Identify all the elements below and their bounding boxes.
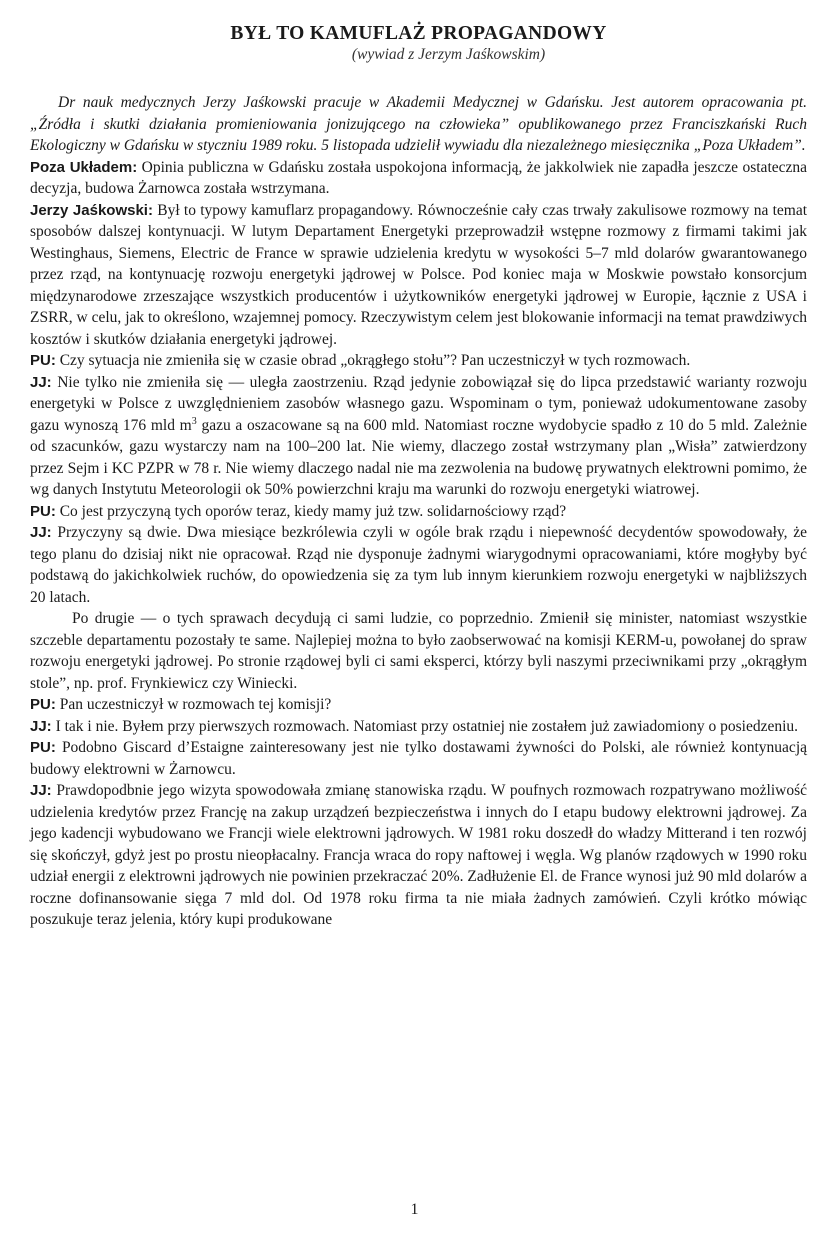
interview-paragraph [30, 522, 807, 608]
interview-paragraph [30, 608, 807, 694]
article-title: BYŁ TO KAMUFLAŻ PROPAGANDOWY [230, 23, 607, 44]
speaker-label: JJ: [30, 524, 52, 541]
interview-body [30, 157, 807, 931]
page-number: 1 [410, 1201, 419, 1218]
paragraph-text: Prawdopodbnie jego wizyta spowodowała zmianę stanowiska rządu. W poufnych rozmowach rozpatrywano możliwość udzielenia kredytów przez Francję na zakup urządzeń bezpieczeństwa i innych do I etapu budowy elektrowni jądrowej. Za jego kadencji wybudowano we Francji wiele elektrowni jądrowych. W 1981 roku doszedł do władzy Mitterand i ten rozwój się skończył, gdyż jest po prostu nieopłacalny. Francja wraca do ropy naftowej i węgla. Wg planów rządowych w 1990 roku udział energii z elektrowni jądrowych nie powinien przekraczać 20%. Zadłużenie El. de France wynosi już 90 mld dolarów a roczne dofinansowanie sięga 7 mld dol. Od 1978 roku firma ta nie miała żadnych zamówień. Czyli krótko mówiąc poszukuje teraz jelenia, który kupi produkowane [30, 782, 808, 928]
document-page [30, 22, 807, 931]
speaker-label: PU: [30, 739, 56, 756]
paragraph-text: Po drugie — o tych sprawach decydują ci sami ludzie, co poprzednio. Zmienił się minister, natomiast wszystkie szczeble departamentu pozostały te same. Najlepiej można to było zaobserwować na komisji KERM-u, powołanej do spraw rozwoju energetyki jądrowej. Po stronie rządowej byli ci sami eksperci, którzy byli naszymi przeciwnikami przy „okrągłym stole”, np. prof. Frynkiewicz czy Winiecki. [30, 610, 807, 692]
interview-paragraph [30, 737, 807, 780]
interview-paragraph [30, 157, 807, 200]
interview-paragraph [30, 501, 807, 523]
speaker-label: PU: [30, 352, 56, 369]
interview-paragraph [30, 694, 807, 716]
interview-paragraph [30, 350, 807, 372]
paragraph-text: Przyczyny są dwie. Dwa miesiące bezkrólewia czyli w ogóle brak rządu i niepewność decydentów spowodowały, że tego planu do dzisiaj nikt nie opracował. Rząd nie dysponuje żadnymi wiarygodnymi opracowaniami, które mogłyby być podstawą do jakichkolwiek ruchów, do opowiedzenia się za tym lub innym kierunkiem rozwoju energetyki w najbliższych 20 latach. [30, 524, 808, 606]
paragraph-text: Podobno Giscard d’Estaigne zainteresowany jest nie tylko dostawami żywności do Polski, ale również kontynuacją budowy elektrowni w Żarnowcu. [30, 739, 808, 778]
interview-paragraph [30, 780, 807, 931]
article-subtitle: (wywiad z Jerzym Jaśkowskim) [351, 46, 546, 63]
article-intro: Dr nauk medycznych Jerzy Jaśkowski pracuje w Akademii Medycznej w Gdańsku. Jest autorem opracowania pt. „Źródła i skutki działania promieniowania jonizującego na człowieka” opublikowanego przez Franciszkański Ruch Ekologiczny w Gdańsku w styczniu 1989 roku. 5 listopada udzielił wywiadu dla niezależnego miesięcznika „Poza Układem”. [30, 94, 807, 154]
paragraph-text: I tak i nie. Byłem przy pierwszych rozmowach. Natomiast przy ostatniej nie zostałem już zawiadomiony o posiedzeniu. [55, 717, 799, 735]
paragraph-text: Co jest przyczyną tych oporów teraz, kiedy mamy już tzw. solidarnościowy rząd? [59, 502, 567, 520]
speaker-label: JJ: [30, 717, 52, 735]
speaker-label: PU: [30, 696, 56, 713]
speaker-label: Jerzy Jaśkowski: [30, 201, 153, 219]
paragraph-text: Pan uczestniczył w rozmowach tej komisji? [59, 696, 332, 713]
speaker-label: JJ: [30, 782, 52, 799]
interview-paragraph [30, 716, 807, 738]
paragraph-text: Opinia publiczna w Gdańsku została uspokojona informacją, że jakkolwiek nie zapadła jeszcze ostateczna decyzja, budowa Żarnowca została wstrzymana. [30, 158, 808, 197]
interview-paragraph [30, 372, 807, 501]
superscript: 3 [191, 415, 197, 427]
paragraph-text: gazu a oszacowane są na 600 mld. Natomiast roczne wydobycie spadło z 10 do 5 mld. Zależnie od szacunków, gazu wystarczy nam na 100–200 lat. Nie wiemy, dlaczego został wstrzymany plan „Wisła” zatwierdzony przez Sejm i KC PZPR w 78 r. Nie wiemy dlaczego nadal nie ma zezwolenia na budowę prywatnych elektrowni pomimo, że wg danych Instytutu Meteorologii ok 50% powierzchni kraju ma warunki do rozwoju energetyki wiatrowej. [30, 416, 808, 498]
paragraph-text: Nie tylko nie zmieniła się — uległa zaostrzeniu. Rząd jedynie zobowiązał się do lipca przedstawić warianty rozwoju energetyki w Polsce z uwzględnieniem zasobów własnego gazu. Wspominam o tym, ponieważ udokumentowane zasoby gazu wynoszą 176 mld m [30, 373, 808, 434]
paragraph-text: Był to typowy kamuflarz propagandowy. Równocześnie cały czas trwały zakulisowe rozmowy na temat sposobów dalszej kontynuacji. W lutym Departament Energetyki przeprowadził wstępne rozmowy z firmami takimi jak Westinghaus, Siemens, Electric de France w sprawie udzielenia kredytu w wysokości 5–7 mld dolarów gwarantowanego przez rząd, na kontynuację rozwoju energetyki jądrowej w Polsce. Pod koniec maja w Moskwie powstało konsorcjum międzynarodowe zrzeszające wszystkich producentów i użytkowników energetyki jądrowej w Europie, łącznie z USA i ZSRR, w celu, jak to określono, wzajemnej pomocy. Rzeczywistym celem jest blokowanie informacji na temat prawdziwych kosztów i skutków działania energetyki jądrowej. [30, 201, 808, 348]
speaker-label: Poza Układem: [30, 158, 138, 176]
speaker-label: PU: [30, 502, 56, 520]
speaker-label: JJ: [30, 373, 52, 391]
paragraph-text: Czy sytuacja nie zmieniła się w czasie obrad „okrągłego stołu”? Pan uczestniczył w tych rozmowach. [59, 352, 691, 369]
interview-paragraph [30, 200, 807, 351]
